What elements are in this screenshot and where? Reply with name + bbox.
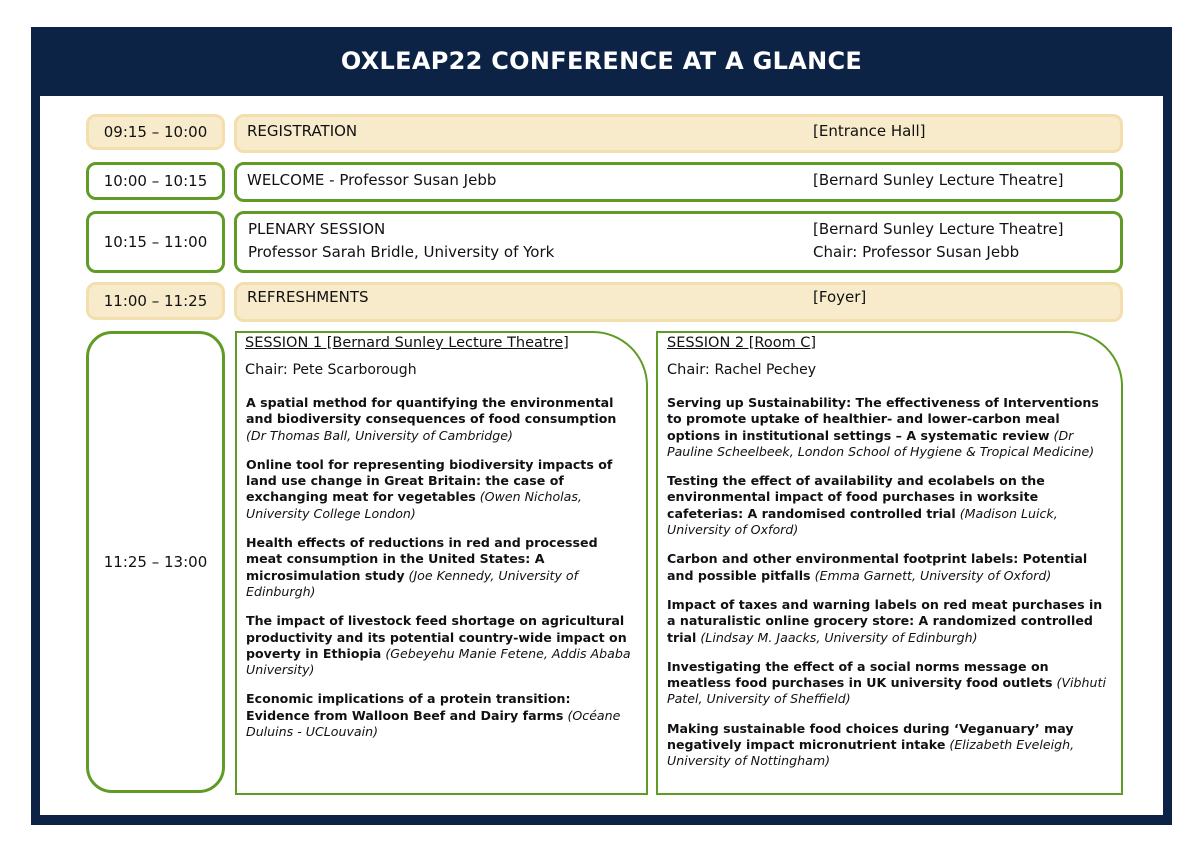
chair-label: Chair: (667, 362, 710, 378)
page-title: OXLEAP22 CONFERENCE AT A GLANCE (340, 47, 863, 75)
event-location: [Bernard Sunley Lecture Theatre] (813, 220, 1064, 238)
talk-author: (Dr Thomas Ball, University of Cambridge) (246, 427, 513, 443)
talk-item (667, 395, 1115, 460)
event-title: PLENARY SESSION (248, 220, 386, 238)
session-1-chair (245, 362, 417, 378)
talk-title: Health effects of reductions in red and processed meat consumption in the United States: A microsimulation study (246, 535, 598, 583)
session-2-heading: SESSION 2 [Room C] (667, 335, 817, 351)
talk-author: (Dr Pauline Scheelbeek, London School of Hygiene & Tropical Medicine) (667, 427, 1095, 459)
talk-title: Serving up Sustainability: The effectiveness of Interventions to promote uptake of healthier- and lower-carbon meal options in institutional settings – A systematic review (667, 395, 1099, 443)
session-1-heading: SESSION 1 [Bernard Sunley Lecture Theatre] (245, 335, 569, 351)
session-1-talks (246, 395, 636, 753)
talk-author: (Madison Luick, University of Oxford) (667, 505, 1058, 538)
talk-item (667, 473, 1115, 538)
event-chair: Chair: Professor Susan Jebb (813, 243, 1020, 261)
time-label: 11:00 – 11:25 (103, 292, 208, 310)
talk-item (246, 535, 636, 600)
talk-title: Making sustainable food choices during ‘Veganuary’ may negatively impact micronutrient intake (667, 720, 1074, 753)
talk-item (246, 457, 636, 522)
talk-title: Carbon and other environmental footprint labels: Potential and possible pitfalls (667, 551, 1088, 583)
time-label: 10:00 – 10:15 (103, 172, 208, 190)
event-title: REFRESHMENTS (247, 288, 369, 306)
talk-title: Testing the effect of availability and ecolabels on the environmental impact of food purchases in worksite cafeterias: A randomised controlled trial (667, 473, 1045, 521)
event-title: WELCOME - Professor Susan Jebb (247, 171, 497, 189)
event-subtitle: Professor Sarah Bridle, University of York (248, 243, 555, 261)
talk-title: Investigating the effect of a social norms message on meatless food purchases in UK university food outlets (667, 658, 1053, 691)
talk-author: (Vibhuti Patel, University of Sheffield) (667, 675, 1106, 707)
time-slot-sessions (86, 331, 225, 793)
time-slot-welcome (86, 162, 225, 200)
talk-item (667, 597, 1115, 646)
talk-title: A spatial method for quantifying the environmental and biodiversity consequences of food consumption (246, 395, 617, 427)
talk-author: (Elizabeth Eveleigh, University of Nottingham) (667, 737, 1075, 769)
time-slot-refreshments (86, 282, 225, 320)
talk-item (667, 659, 1115, 708)
talk-author: (Lindsay M. Jaacks, University of Edinburgh) (700, 629, 978, 645)
time-label: 09:15 – 10:00 (103, 123, 208, 141)
event-location: [Foyer] (813, 288, 867, 306)
time-slot-registration (86, 114, 225, 150)
event-location: [Entrance Hall] (813, 122, 926, 140)
registration-row (234, 114, 1123, 153)
talk-author: (Emma Garnett, University of Oxford) (814, 567, 1052, 583)
talk-title: The impact of livestock feed shortage on agricultural productivity and its potential country-wide impact on poverty in Ethiopia (246, 613, 627, 661)
talk-author: (Joe Kennedy, University of Edinburgh) (246, 567, 579, 599)
chair-name: Pete Scarborough (292, 362, 417, 378)
time-label: 10:15 – 11:00 (103, 233, 208, 251)
talk-item (246, 691, 636, 740)
talk-author: (Océane Duluins - UCLouvain) (246, 707, 621, 740)
chair-name: Rachel Pechey (714, 362, 816, 378)
session-2-talks (667, 395, 1115, 783)
talk-item (667, 721, 1115, 770)
time-slot-plenary (86, 211, 225, 273)
time-label: 11:25 – 13:00 (103, 553, 208, 571)
session-2-chair (667, 362, 816, 378)
talk-title: Online tool for representing biodiversity impacts of land use change in Great Britain: the case of exchanging meat for vegetables (246, 456, 613, 505)
talk-title: Impact of taxes and warning labels on red meat purchases in a naturalistic online grocery store: A randomized controlled trial (667, 596, 1103, 645)
talk-item (246, 613, 636, 678)
talk-item (667, 551, 1115, 584)
event-title: REGISTRATION (247, 122, 358, 140)
talk-item (246, 395, 636, 444)
talk-author: (Gebeyehu Manie Fetene, Addis Ababa University) (246, 645, 631, 678)
chair-label: Chair: (245, 362, 288, 378)
talk-author: (Owen Nicholas, University College London) (246, 489, 582, 521)
event-location: [Bernard Sunley Lecture Theatre] (813, 171, 1064, 189)
talk-title: Economic implications of a protein transition: Evidence from Walloon Beef and Dairy farms (246, 691, 571, 723)
